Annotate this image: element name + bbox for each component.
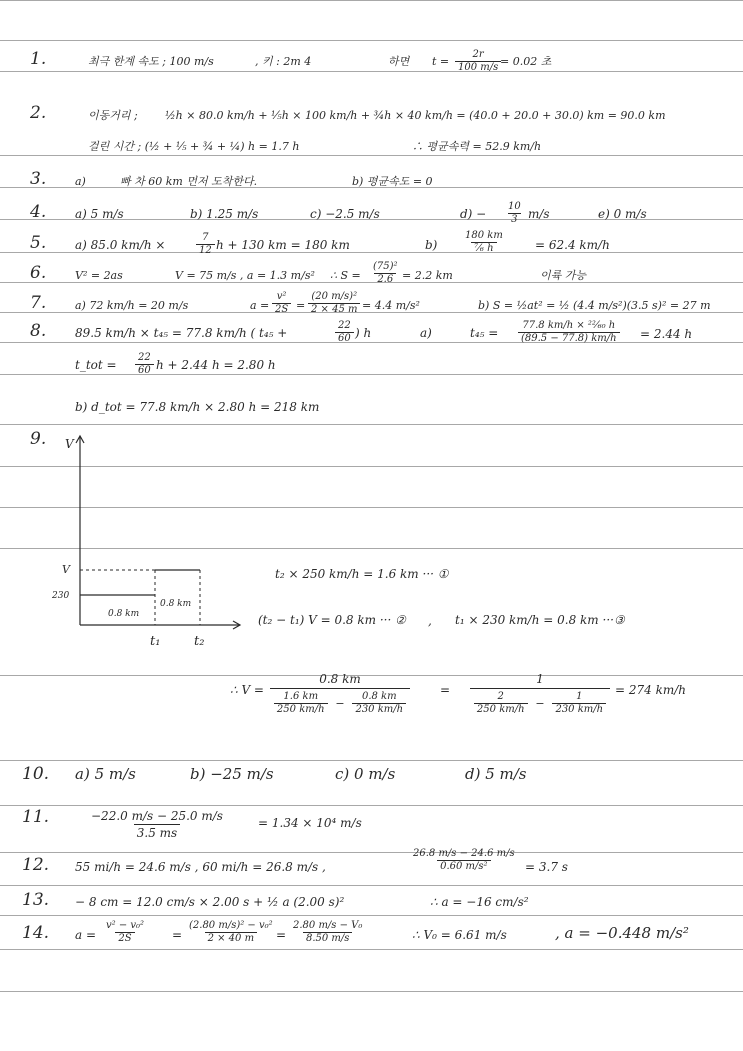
result: = 4.4 m/s²: [362, 299, 420, 312]
unit: m/s: [528, 207, 550, 221]
fraction: $\frac{\text{77.8 km/h × ²²⁄₆₀ h}}{(89.5 - 77.8) km/h}$: [518, 320, 620, 345]
equation: V = 75 m/s , a = 1.3 m/s²: [175, 269, 315, 282]
fraction: $\frac{\text{v² − v₀²}}{2S}$: [106, 920, 145, 944]
text: t =: [432, 55, 450, 68]
problem-number: 8.: [30, 321, 47, 341]
answer-b: b) −25 m/s: [190, 765, 274, 783]
text: = 0.02 초: [500, 55, 552, 68]
text: 이륙 가능: [540, 269, 587, 282]
problem-number: 3.: [30, 169, 47, 189]
text: b): [425, 238, 438, 252]
equation: − 8 cm = 12.0 cm/s × 2.00 s + ½ a (2.00 s)²: [75, 895, 345, 909]
fraction: $\frac{\text{2.80 m/s − V₀}}{8.50 m/s}$: [293, 920, 363, 944]
result: , a = −0.448 m/s²: [555, 924, 689, 942]
complex-fraction-2: 1 $\frac{2}{250 km/h}$ − $\frac{1}{230 km/h}$: [470, 672, 610, 716]
answer-a: a) 5 m/s: [75, 765, 136, 783]
text: a): [420, 326, 432, 340]
text: t_tot =: [75, 358, 117, 372]
equation: 걸린 시간 ; (½ + ⅕ + ¾ + ¼) h = 1.7 h: [88, 140, 300, 153]
answer-c: c) −2.5 m/s: [310, 207, 380, 221]
equation: ½h × 80.0 km/h + ⅕h × 100 km/h + ¾h × 40 km/h = (40.0 + 20.0 + 30.0) km = 90.0 km: [165, 109, 666, 122]
answer-b: b) 1.25 m/s: [190, 207, 259, 221]
equation: h + 2.44 h = 2.80 h: [156, 358, 276, 372]
text: =: [440, 683, 451, 697]
text: t₄₅ =: [470, 326, 499, 340]
text: =: [172, 928, 183, 942]
equation: 55 mi/h = 24.6 m/s , 60 mi/h = 26.8 m/s ,: [75, 860, 326, 874]
fraction: $\frac{22}{60}$: [335, 320, 354, 345]
problem-number: 5.: [30, 233, 47, 253]
equation-2: (t₂ − t₁) V = 0.8 km ··· ②: [258, 613, 406, 627]
complex-fraction-1: 0.8 km $\frac{1.6 km}{250 km/h}$ − $\frac{0.8 km}{230 km/h}$: [270, 672, 410, 716]
problem-number: 12.: [22, 855, 50, 875]
text: 최극 한계 속도 ; 100 m/s: [88, 55, 214, 68]
result: = 2.44 h: [640, 327, 693, 341]
fraction: $\frac{2r}{100 m/s}$: [455, 49, 501, 74]
text: =: [296, 299, 306, 312]
result: ∴ a = −16 cm/s²: [430, 895, 529, 909]
problem-number: 10.: [22, 764, 50, 784]
result: = 62.4 km/h: [535, 238, 610, 252]
equation: a) 85.0 km/h ×: [75, 238, 166, 252]
t2-label: t₂: [194, 634, 205, 649]
problem-number: 13.: [22, 890, 50, 910]
problem-number: 2.: [30, 103, 47, 123]
text: ∴ V =: [230, 683, 264, 697]
problem-number: 7.: [30, 293, 47, 313]
result: = 1.34 × 10⁴ m/s: [258, 816, 362, 830]
t1-label: t₁: [150, 634, 161, 649]
v-axis-label: V: [65, 437, 74, 451]
equation: h + 130 km = 180 km: [216, 238, 350, 252]
text: , 키 : 2m 4: [255, 55, 312, 68]
result: = 274 km/h: [615, 683, 687, 697]
text: =: [276, 928, 287, 942]
answer-c: c) 0 m/s: [335, 765, 396, 783]
problem-number: 6.: [30, 263, 47, 283]
fraction: $\frac{\text{v²}}{2S}$: [272, 291, 291, 316]
answer-d: d) −: [460, 207, 487, 221]
comma: ,: [428, 614, 432, 628]
answer-d: d) 5 m/s: [465, 765, 527, 783]
segment-label: 0.8 km: [160, 599, 192, 609]
result: ∴ V₀ = 6.61 m/s: [412, 928, 507, 942]
fraction: $\frac{\text{(2.80 m/s)² − v₀²}}{2 \times 40 m}$: [189, 920, 273, 944]
fraction: $\frac{-22.0 m/s - 25.0 m/s}{3.5 ms}$: [91, 809, 223, 840]
text: 이동거리 ;: [88, 109, 138, 122]
problem-14: [0, 920, 743, 952]
text: 빠 차 60 km 먼저 도착한다.: [120, 175, 258, 188]
fraction: $\frac{180 km}{\text{⁷⁄₆ h}}$: [465, 230, 503, 254]
problem-12: [0, 848, 743, 884]
text: a =: [250, 299, 270, 312]
problem-13: [0, 890, 743, 919]
problem-number: 9.: [30, 429, 47, 449]
segment-label: 0.8 km: [108, 609, 140, 619]
problem-number: 4.: [30, 202, 47, 222]
problem-number: 11.: [22, 807, 50, 827]
equation-1: t₂ × 250 km/h = 1.6 km ··· ①: [275, 567, 449, 581]
text: ) h: [355, 326, 372, 340]
problem-10: [0, 764, 743, 793]
equation: a) 72 km/h = 20 m/s: [75, 299, 189, 312]
problem-11: [0, 807, 743, 840]
result: ∴ 평균속력 = 52.9 km/h: [412, 140, 542, 153]
fraction: $\frac{\text{(75)²}}{2.6}$: [373, 261, 398, 285]
fraction: $\frac{7}{12}$: [196, 232, 215, 257]
v-label: V: [62, 563, 70, 576]
text: ∴ S =: [330, 269, 361, 282]
equation: 89.5 km/h × t₄₅ = 77.8 km/h ( t₄₅ +: [75, 326, 288, 340]
fraction: $\frac{\text{(20 m/s)²}}{2 \times 45 m}$: [308, 291, 360, 316]
problem-number: 1.: [30, 49, 47, 69]
result: = 3.7 s: [525, 860, 568, 874]
answer-e: e) 0 m/s: [598, 207, 647, 221]
fraction: $\frac{26.8 m/s - 24.6 m/s}{\text{0.60 m/s²}}$: [413, 848, 515, 872]
result: = 2.2 km: [402, 269, 453, 282]
fraction: $\frac{10}{3}$: [508, 201, 521, 225]
text: a): [75, 175, 86, 188]
text: a =: [75, 928, 97, 942]
equation: b) d_tot = 77.8 km/h × 2.80 h = 218 km: [75, 400, 320, 414]
text: b) 평균속도 = 0: [352, 175, 433, 188]
equation-3: t₁ × 230 km/h = 0.8 km ···③: [455, 613, 625, 627]
answer-a: a) 5 m/s: [75, 207, 124, 221]
text: 하면: [388, 55, 410, 68]
equation: V² = 2as: [75, 269, 123, 282]
equation: b) S = ½at² = ½ (4.4 m/s²)(3.5 s)² = 27 m: [478, 299, 711, 312]
problem-number: 14.: [22, 923, 50, 943]
fraction: $\frac{22}{60}$: [135, 352, 154, 377]
v230-label: 230: [52, 591, 70, 601]
